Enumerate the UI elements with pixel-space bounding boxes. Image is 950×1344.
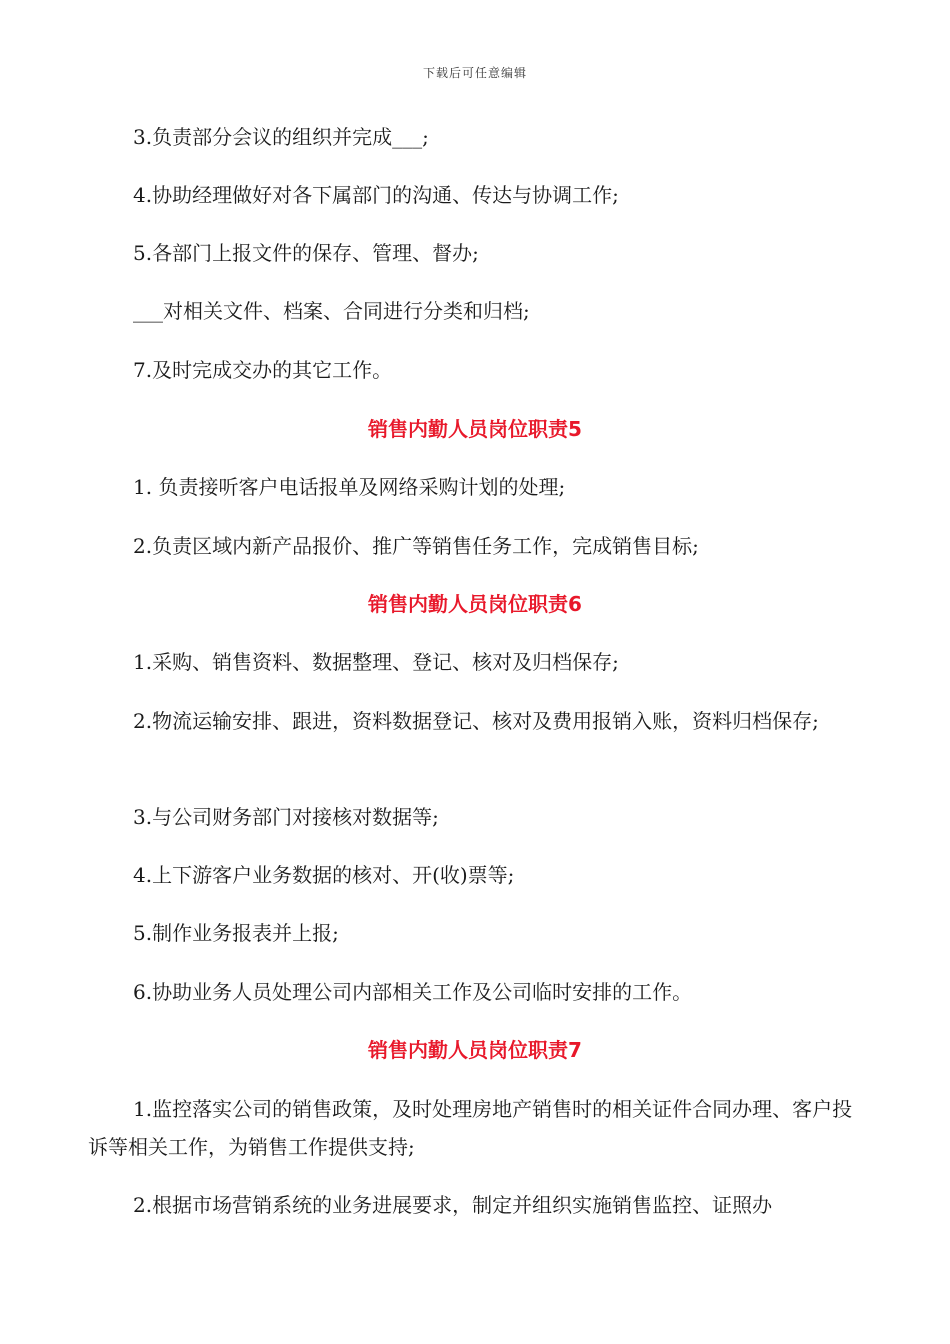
list-item: 7.及时完成交办的其它工作。 bbox=[133, 358, 393, 382]
list-item: 2.物流运输安排、跟进，资料数据登记、核对及费用报销入账，资料归档保存; bbox=[133, 709, 819, 733]
list-item: 4.上下游客户业务数据的核对、开(收)票等; bbox=[133, 863, 515, 887]
list-item: 6.协助业务人员处理公司内部相关工作及公司临时安排的工作。 bbox=[133, 980, 693, 1004]
list-item: 3.与公司财务部门对接核对数据等; bbox=[133, 805, 439, 829]
list-item: 1. 负责接听客户电话报单及网络采购计划的处理; bbox=[133, 475, 566, 499]
list-item: 1.监控落实公司的销售政策，及时处理房地产销售时的相关证件合同办理、客户投诉等相关工作，为销售工作提供支持; bbox=[88, 1097, 853, 1159]
section-heading-5: 销售内勤人员岗位职责5 bbox=[368, 417, 582, 441]
section-heading-6: 销售内勤人员岗位职责6 bbox=[368, 592, 582, 616]
list-item: 5.各部门上报文件的保存、管理、督办; bbox=[133, 241, 479, 265]
section-heading-7: 销售内勤人员岗位职责7 bbox=[368, 1038, 582, 1062]
list-item: 1.采购、销售资料、数据整理、登记、核对及归档保存; bbox=[133, 650, 619, 674]
list-item: 4.协助经理做好对各下属部门的沟通、传达与协调工作; bbox=[133, 183, 619, 207]
list-item: 3.负责部分会议的组织并完成___; bbox=[133, 125, 429, 149]
list-item: 5.制作业务报表并上报; bbox=[133, 921, 339, 945]
list-item: ___对相关文件、档案、合同进行分类和归档; bbox=[133, 299, 530, 323]
list-item: 2.根据市场营销系统的业务进展要求，制定并组织实施销售监控、证照办 bbox=[133, 1193, 773, 1217]
list-item: 2.负责区域内新产品报价、推广等销售任务工作，完成销售目标; bbox=[133, 534, 699, 558]
page-header: 下载后可任意编辑 bbox=[422, 66, 527, 80]
